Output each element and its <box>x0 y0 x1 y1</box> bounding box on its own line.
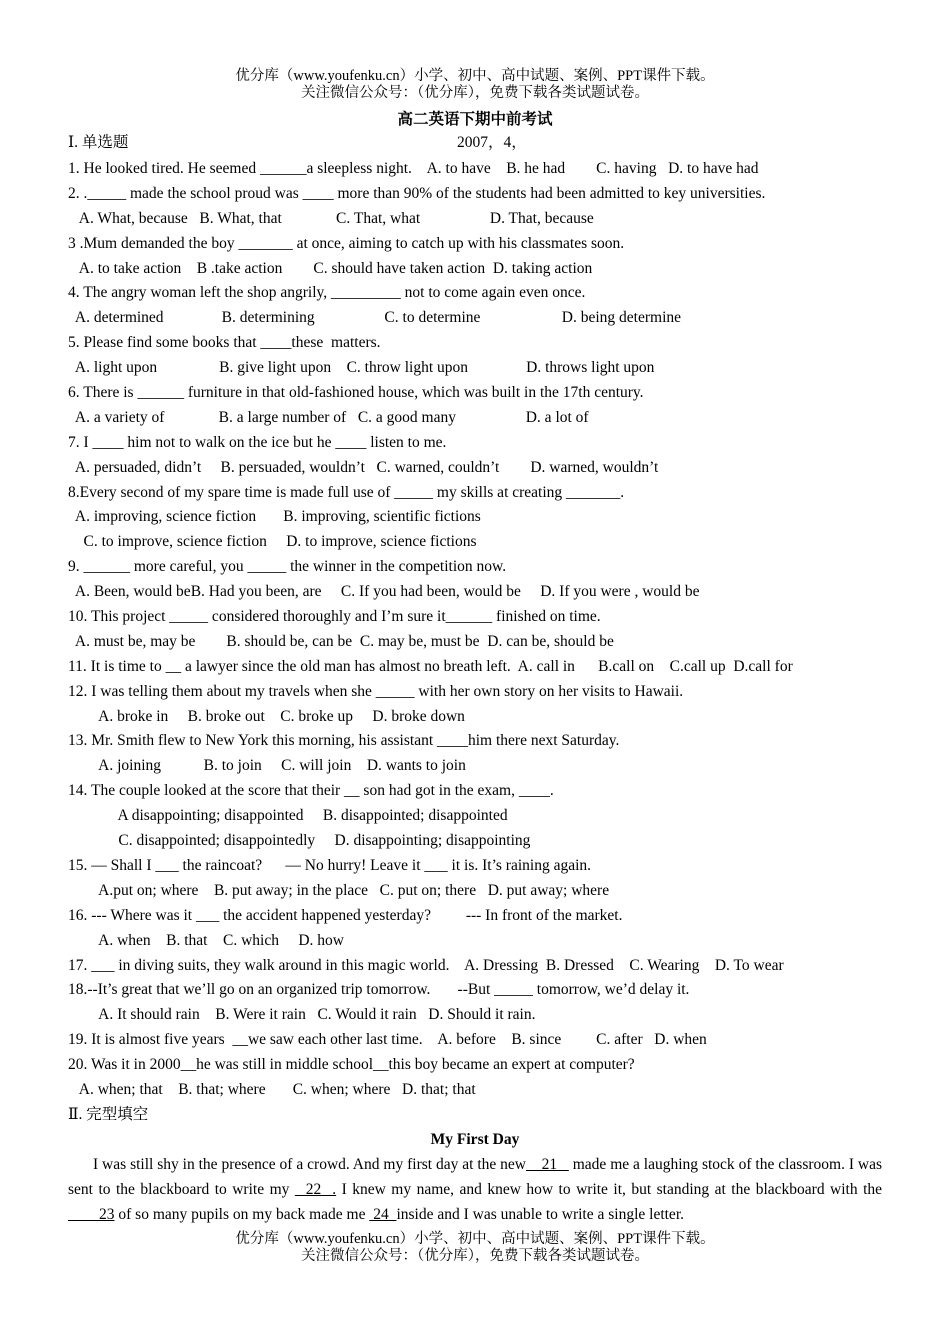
question-line: 6. There is ______ furniture in that old-fashioned house, which was built in the 17th century. <box>68 384 644 402</box>
question-line: 7. I ____ him not to walk on the ice but he ____ listen to me. <box>68 433 447 451</box>
passage-text: I knew my name, and knew how to write it, but standing at the blackboard with the <box>336 1180 883 1198</box>
question-line: 17. ___ in diving suits, they walk around in this magic world. A. Dressing B. Dressed C. Wearing D. To wear <box>68 956 784 974</box>
blank-24: 24 <box>369 1205 397 1223</box>
header-line-2: 关注微信公众号：（优分库），免费下载各类试题试卷。 <box>301 85 649 101</box>
question-line: A. What, because B. What, that C. That, what D. That, because <box>68 209 594 227</box>
question-line: 16. --- Where was it ___ the accident happened yesterday? --- In front of the market. <box>68 906 623 924</box>
footer-line-1: 优分库（www.youfenku.cn）小学、初中、高中试题、案例、PPT课件下载。 <box>235 1231 715 1247</box>
question-line: A disappointing; disappointed B. disappointed; disappointed <box>68 807 508 825</box>
passage-text: inside and I was unable to write a single letter. <box>396 1205 684 1223</box>
question-line: A. determined B. determining C. to determine D. being determine <box>68 309 682 327</box>
exam-title: 高二英语下期中前考试 <box>397 111 553 128</box>
exam-date: 2007，4， <box>457 134 527 151</box>
passage-paragraph <box>68 1153 882 1228</box>
question-line: 13. Mr. Smith flew to New York this morning, his assistant ____him there next Saturday. <box>68 732 620 750</box>
question-line: A. joining B. to join C. will join D. wants to join <box>68 757 466 775</box>
header-line-1: 优分库（www.youfenku.cn）小学、初中、高中试题、案例、PPT课件下载。 <box>235 68 715 84</box>
question-line: A. improving, science fiction B. improving, scientific fictions <box>68 508 481 526</box>
blank-23: ____23 <box>68 1205 115 1223</box>
question-line: A. a variety of B. a large number of C. a good many D. a lot of <box>68 408 589 426</box>
question-line: 10. This project _____ considered thoroughly and I’m sure it______ finished on time. <box>68 608 601 626</box>
site-header-top <box>0 68 950 102</box>
question-line: A. when; that B. that; where C. when; where D. that; that <box>68 1080 476 1098</box>
question-line: 14. The couple looked at the score that their __ son had got in the exam, ____. <box>68 782 554 800</box>
section-2-heading: Ⅱ. 完型填空 <box>68 1105 149 1123</box>
question-line: 3 .Mum demanded the boy _______ at once, aiming to catch up with his classmates soon. <box>68 234 625 252</box>
question-line: 4. The angry woman left the shop angrily, _________ not to come again even once. <box>68 284 586 302</box>
question-line: A. broke in B. broke out C. broke up D. broke down <box>68 707 465 725</box>
passage-text: of so many pupils on my back made me <box>114 1205 370 1223</box>
question-line: 15. — Shall I ___ the raincoat? — No hurry! Leave it ___ it is. It’s raining again. <box>68 856 592 874</box>
question-line: 12. I was telling them about my travels when she _____ with her own story on her visits to Hawaii. <box>68 682 684 700</box>
question-line: 1. He looked tired. He seemed ______a sleepless night. A. to have B. he had C. having D. to have had <box>68 160 759 177</box>
question-line: A. when B. that C. which D. how <box>68 931 344 949</box>
question-line: 11. It is time to __ a lawyer since the old man has almost no breath left. A. call in B.call on C.call up D.call for <box>68 657 793 675</box>
passage-text: made me a laughing stock of the classroom. I was sent to the blackboard to write my <box>68 1156 883 1198</box>
question-list <box>68 157 888 1128</box>
site-header-bottom <box>0 1231 950 1265</box>
question-line: 8.Every second of my spare time is made full use of _____ my skills at creating _______. <box>68 483 625 501</box>
question-line: A. light upon B. give light upon C. throw light upon D. throws light upon <box>68 359 655 377</box>
passage-text: I was still shy in the presence of a crowd. And my first day at the new <box>93 1156 527 1173</box>
question-line: A. Been, would beB. Had you been, are C. If you had been, would be D. If you were , would be <box>68 583 700 601</box>
question-line: A. to take action B .take action C. should have taken action D. taking action <box>68 259 593 277</box>
question-line: 9. ______ more careful, you _____ the winner in the competition now. <box>68 558 507 576</box>
question-line: A. must be, may be B. should be, can be C. may be, must be D. can be, should be <box>68 632 614 650</box>
blank-22: 22 . <box>294 1180 337 1198</box>
footer-line-2: 关注微信公众号：（优分库），免费下载各类试题试卷。 <box>301 1248 649 1264</box>
question-line: A.put on; where B. put away; in the place C. put on; there D. put away; where <box>68 881 610 899</box>
blank-21: 21 <box>526 1156 569 1173</box>
question-line: 5. Please find some books that ____these matters. <box>68 334 381 352</box>
question-line: 19. It is almost five years __we saw each other last time. A. before B. since C. after D. when <box>68 1031 707 1049</box>
passage-title: My First Day <box>430 1131 520 1148</box>
question-line: 18.--It’s great that we’ll go on an organized trip tomorrow. --But _____ tomorrow, we’d delay it. <box>68 981 690 999</box>
question-line: 2. ._____ made the school proud was ____ more than 90% of the students had been admitted to key universities. <box>68 184 766 202</box>
question-line: C. to improve, science fiction D. to improve, science fictions <box>68 533 477 551</box>
question-line: A. It should rain B. Were it rain C. Would it rain D. Should it rain. <box>68 1006 536 1024</box>
section-1-heading: Ⅰ. 单选题 <box>68 134 129 151</box>
question-line: C. disappointed; disappointedly D. disappointing; disappointing <box>68 832 531 850</box>
question-line: A. persuaded, didn’t B. persuaded, wouldn’t C. warned, couldn’t D. warned, wouldn’t <box>68 458 659 476</box>
question-line: 20. Was it in 2000__he was still in middle school__this boy became an expert at computer? <box>68 1056 635 1074</box>
